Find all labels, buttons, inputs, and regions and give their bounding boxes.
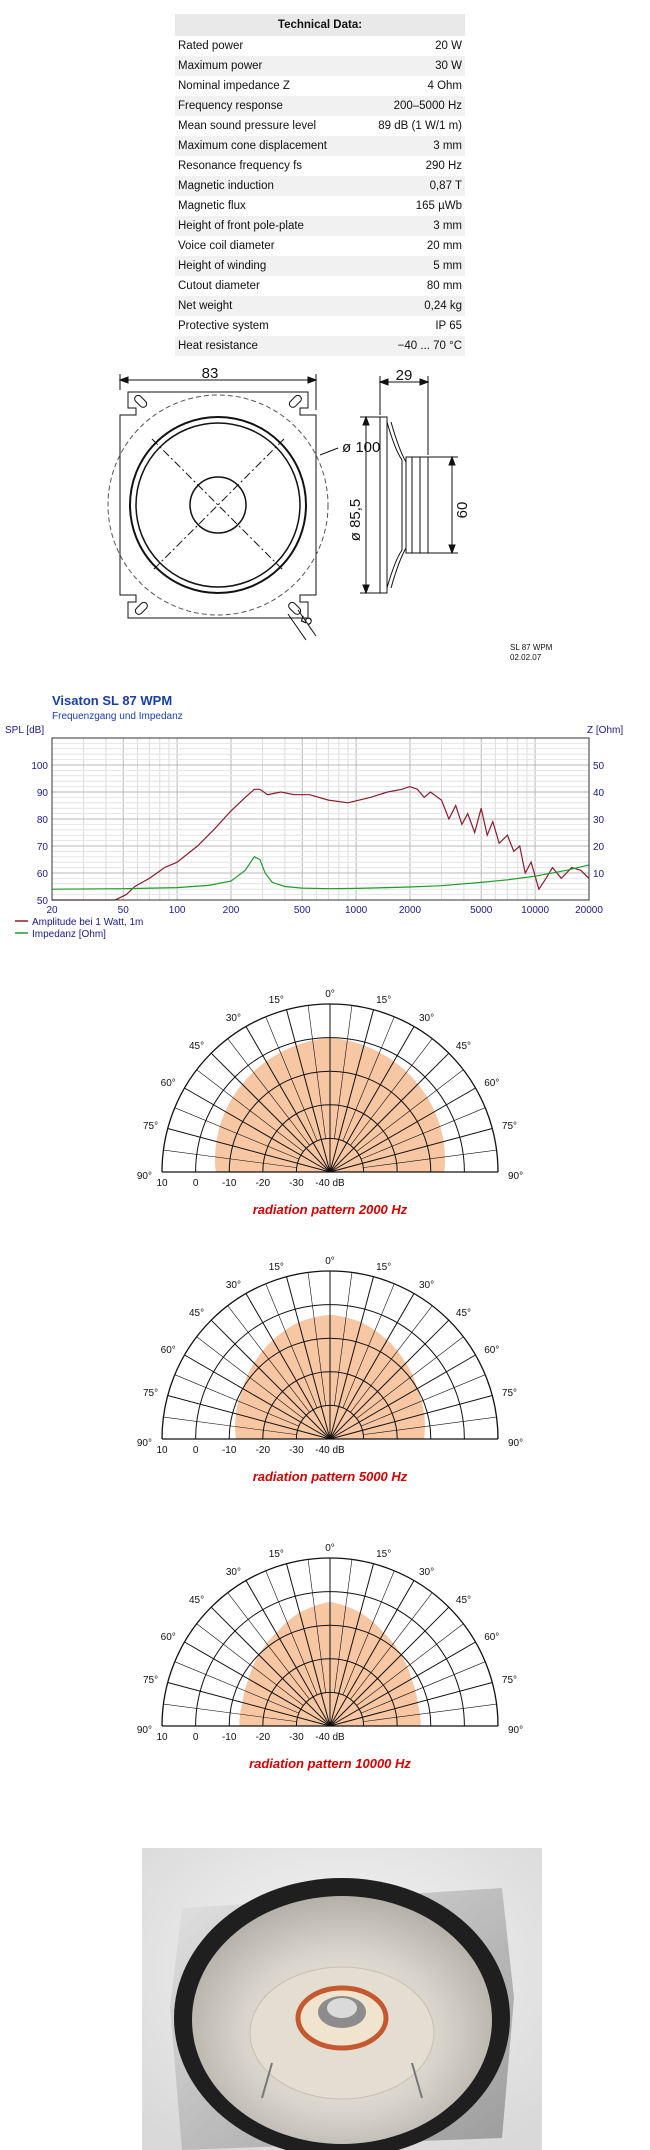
polar-angle-label: 15° [268, 995, 284, 1007]
technical-data-row [175, 336, 465, 356]
polar-angle-label: 0° [325, 1543, 335, 1554]
y-tick-label: 50 [36, 896, 48, 907]
x-tick-label: 10000 [521, 905, 550, 916]
x-tick-label: 20 [46, 905, 58, 916]
spec-label: Heat resistance [175, 336, 359, 356]
polar-radial-label: -20 [255, 1445, 271, 1456]
technical-data-row [175, 36, 465, 56]
y2-tick-label: 50 [593, 761, 605, 772]
y-tick-label: 70 [36, 842, 48, 853]
polar-angle-label: 30° [225, 1279, 241, 1291]
technical-data-row [175, 296, 465, 316]
width-dimension: 83 [201, 365, 219, 382]
polar-angle-label: 90° [136, 1438, 152, 1449]
technical-data-row [175, 196, 465, 216]
speaker-photo [142, 1848, 542, 2150]
polar-angle-label: 60° [484, 1078, 500, 1089]
polar-radial-label: -40 dB [315, 1732, 345, 1743]
technical-data-title: Technical Data: [175, 14, 465, 36]
legend-spl: Amplitude bei 1 Watt, 1m [32, 917, 144, 928]
technical-data-row [175, 76, 465, 96]
technical-data-row [175, 256, 465, 276]
x-tick-label: 500 [293, 905, 311, 916]
polar-radial-label: -40 dB [315, 1445, 345, 1456]
depth-dimension: 29 [395, 367, 413, 384]
spec-label: Height of front pole-plate [175, 216, 359, 236]
spec-value: IP 65 [359, 316, 465, 336]
x-tick-label: 1000 [344, 905, 368, 916]
chart-subtitle: Frequenzgang und Impedanz [52, 711, 183, 722]
polar-angle-label: 15° [268, 1262, 284, 1274]
technical-data-row [175, 316, 465, 336]
circle-dimension: ø 100 [342, 439, 381, 456]
y-tick-label: 60 [36, 869, 48, 880]
slot-dimension: 5 [297, 613, 317, 628]
polar-angle-label: 45° [455, 1595, 472, 1607]
x-tick-label: 5000 [470, 905, 493, 916]
technical-data-row [175, 176, 465, 196]
spec-value: 3 mm [359, 216, 465, 236]
polar-caption: radiation pattern 10000 Hz [249, 1756, 411, 1771]
spec-value: 20 W [359, 36, 465, 56]
polar-radial-label: -20 [255, 1732, 271, 1743]
frequency-response-chart [0, 690, 650, 960]
spec-label: Protective system [175, 316, 359, 336]
spec-label: Resonance frequency fs [175, 156, 359, 176]
spec-value: 290 Hz [359, 156, 465, 176]
polar-angle-label: 60° [160, 1345, 176, 1356]
y2-tick-label: 30 [593, 815, 605, 826]
technical-data-row [175, 276, 465, 296]
polar-angle-label: 75° [142, 1387, 159, 1399]
polar-radial-label: -30 [289, 1178, 304, 1189]
spec-value: 4 Ohm [359, 76, 465, 96]
polar-caption: radiation pattern 2000 Hz [252, 1202, 408, 1217]
dimension-drawing [110, 365, 570, 675]
polar-radial-label: -10 [221, 1732, 237, 1743]
polar-chart-2000hz [135, 989, 525, 1225]
polar-angle-label: 45° [188, 1041, 205, 1053]
polar-radial-label: -30 [289, 1732, 304, 1743]
spec-value: 3 mm [359, 136, 465, 156]
polar-angle-label: 60° [484, 1345, 500, 1356]
polar-angle-label: 90° [136, 1171, 152, 1182]
x-tick-label: 50 [117, 905, 129, 916]
polar-angle-label: 0° [325, 1256, 335, 1267]
spec-value: 30 W [359, 56, 465, 76]
legend-impedance: Impedanz [Ohm] [32, 929, 106, 940]
technical-data-row [175, 156, 465, 176]
technical-data-body [175, 36, 465, 356]
date-note: 02.02.07 [510, 653, 542, 662]
polar-angle-label: 75° [501, 1387, 518, 1399]
polar-caption: radiation pattern 5000 Hz [252, 1469, 408, 1484]
spec-label: Magnetic flux [175, 196, 359, 216]
polar-radial-label: 0 [192, 1445, 199, 1456]
model-note: SL 87 WPM [510, 643, 553, 652]
spec-value: 5 mm [359, 256, 465, 276]
x-tick-label: 200 [222, 905, 240, 916]
polar-angle-label: 15° [376, 1549, 392, 1561]
polar-angle-label: 90° [508, 1438, 524, 1449]
spec-value: 0,87 T [359, 176, 465, 196]
spec-label: Cutout diameter [175, 276, 359, 296]
polar-radial-label: 0 [192, 1732, 199, 1743]
x-tick-label: 20000 [575, 905, 603, 916]
polar-angle-label: 90° [136, 1725, 152, 1736]
chart-title: Visaton SL 87 WPM [52, 693, 173, 708]
polar-angle-label: 60° [484, 1632, 500, 1643]
y-tick-label: 80 [36, 815, 48, 826]
spec-label: Nominal impedance Z [175, 76, 359, 96]
polar-chart-10000hz [135, 1543, 525, 1779]
polar-angle-label: 0° [325, 989, 335, 1000]
polar-radial-label: 0 [192, 1178, 199, 1189]
polar-angle-label: 30° [225, 1566, 241, 1578]
spec-label: Mean sound pressure level [175, 116, 359, 136]
polar-radial-label: -10 [221, 1445, 237, 1456]
polar-radial-label: 10 [156, 1732, 168, 1743]
y-tick-label: 100 [31, 761, 48, 772]
spec-label: Maximum power [175, 56, 359, 76]
y2-tick-label: 40 [593, 788, 605, 799]
y2-tick-label: 20 [593, 842, 605, 853]
polar-radial-label: 10 [156, 1178, 168, 1189]
y-axis-label: SPL [dB] [5, 725, 45, 736]
technical-data-row [175, 136, 465, 156]
spec-value: 89 dB (1 W/1 m) [359, 116, 465, 136]
polar-angle-label: 60° [160, 1632, 176, 1643]
technical-data-row [175, 96, 465, 116]
polar-angle-label: 45° [455, 1308, 472, 1320]
polar-angle-label: 60° [160, 1078, 176, 1089]
polar-angle-label: 75° [142, 1674, 159, 1686]
x-tick-label: 2000 [398, 905, 422, 916]
polar-angle-label: 75° [501, 1120, 518, 1132]
x-tick-label: 100 [168, 905, 186, 916]
polar-radial-label: -30 [289, 1445, 304, 1456]
spec-label: Magnetic induction [175, 176, 359, 196]
polar-chart-5000hz [135, 1256, 525, 1492]
polar-angle-label: 15° [376, 1262, 392, 1274]
spec-value: 20 mm [359, 236, 465, 256]
spec-value: 80 mm [359, 276, 465, 296]
polar-angle-label: 30° [419, 1012, 435, 1024]
polar-radial-label: 10 [156, 1445, 168, 1456]
technical-data-row [175, 216, 465, 236]
spec-label: Rated power [175, 36, 359, 56]
spec-label: Frequency response [175, 96, 359, 116]
diameter-dimension: ø 85,5 [347, 498, 364, 542]
spec-label: Maximum cone displacement [175, 136, 359, 156]
spec-label: Voice coil diameter [175, 236, 359, 256]
magnet-dimension: 60 [454, 501, 471, 519]
polar-angle-label: 75° [142, 1120, 159, 1132]
polar-angle-label: 45° [455, 1041, 472, 1053]
polar-radial-label: -20 [255, 1178, 271, 1189]
polar-angle-label: 90° [508, 1171, 524, 1182]
polar-radial-label: -10 [221, 1178, 237, 1189]
spec-value: 200–5000 Hz [359, 96, 465, 116]
polar-angle-label: 45° [188, 1595, 205, 1607]
spec-label: Net weight [175, 296, 359, 316]
polar-angle-label: 30° [225, 1012, 241, 1024]
technical-data-row [175, 116, 465, 136]
y2-tick-label: 10 [593, 869, 605, 880]
y-tick-label: 90 [36, 788, 48, 799]
polar-angle-label: 15° [376, 995, 392, 1007]
polar-radial-label: -40 dB [315, 1178, 345, 1189]
polar-angle-label: 30° [419, 1566, 435, 1578]
spec-value: 165 µWb [359, 196, 465, 216]
polar-angle-label: 15° [268, 1549, 284, 1561]
spec-value: 0,24 kg [359, 296, 465, 316]
y2-axis-label: Z [Ohm] [587, 725, 624, 736]
polar-angle-label: 45° [188, 1308, 205, 1320]
polar-angle-label: 75° [501, 1674, 518, 1686]
polar-angle-label: 30° [419, 1279, 435, 1291]
technical-data-table [175, 14, 465, 356]
polar-angle-label: 90° [508, 1725, 524, 1736]
spec-label: Height of winding [175, 256, 359, 276]
spl-series-line [52, 787, 589, 900]
technical-data-row [175, 236, 465, 256]
technical-data-row [175, 56, 465, 76]
spec-value: −40 ... 70 °C [359, 336, 465, 356]
